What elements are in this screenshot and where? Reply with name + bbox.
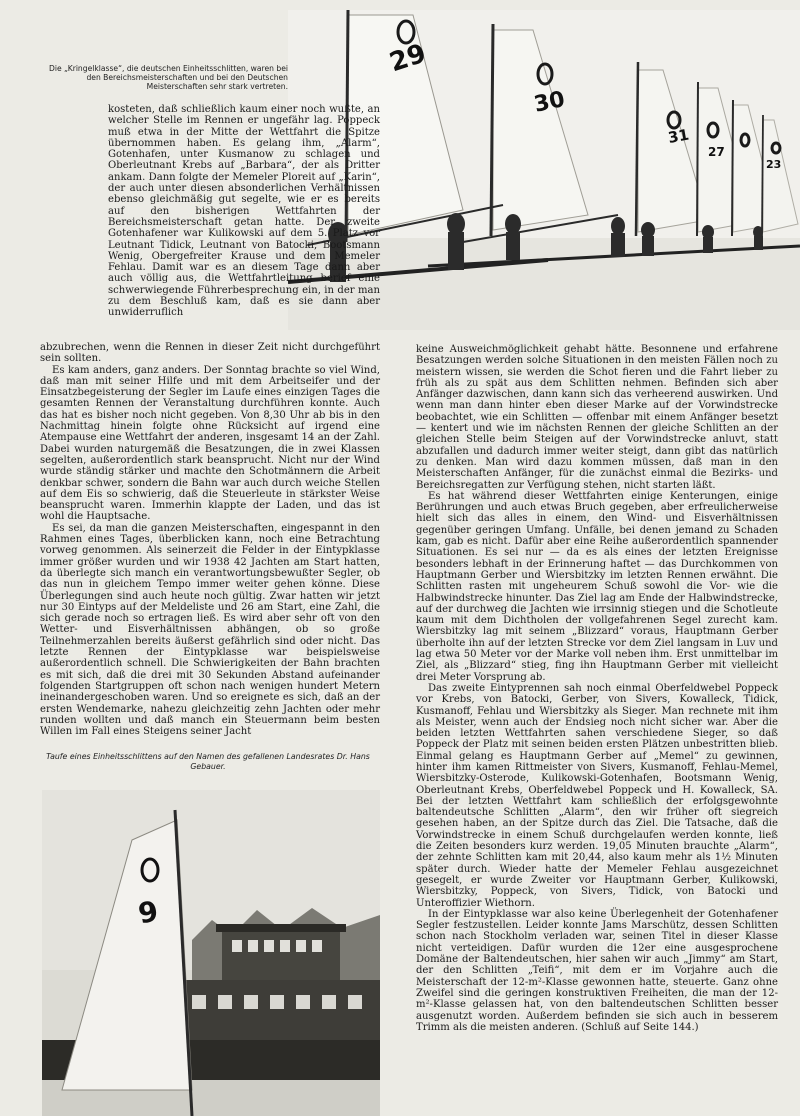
sail-number-23: 23: [766, 158, 782, 171]
sail-number-27: 27: [708, 145, 725, 159]
column-1-upper: [108, 104, 380, 319]
paragraph: kosteten, daß schließlich kaum einer noch wußte, an welcher Stelle im Rennen er ungefähr lag. Poppeck muß etwa in der Mitte der Wettfahrt die Spitze übernommen haben. Es gelang ihm, „Alarm“, Gotenhafen, unter Kusmanow zu schlagen und Oberleutnant Krebs auf „Barbara“, der als Dritter ankam. Dann folgte der Memeler Ploreit auf „Karin“, der auch unter diesen absonderlichen Verhältnissen ebenso gleichmäßig gut segelte, wie er es bereits auf den bisherigen Wettfahrten der Bereichsmeisterschaft getan hatte. Der zweite Gotenhafener war Kulikowski auf dem 5. Platz vor Leutnant Tidick, Leutnant von Batocki, Bootsmann Wenig, Obergefreiter Krause und dem Memeler Fehlau. Damit war es an diesem Tage dann aber auch völlig aus, die Wettfahrtleitung berief eine schwerwiegende Führerbesprechung ein, in der man zu dem Beschluß kam, daß es sie dann aber unwiderruflich: [108, 104, 380, 319]
paragraph: keine Ausweichmöglichkeit gehabt hätte. Besonnene und erfahrene Besatzungen werden solche Situationen in den meisten Fällen noch zu meistern wissen, sie werden die Schot fieren und die Fahrt lieber zu früh als zu spät aus dem Schlitten nehmen. Befinden sich aber Anfänger dazwischen, dann kann sich das verheerend auswirken. Und wenn man dann hinter eben dieser Marke auf der Vorwindstrecke beobachtet, wie ein Schlitten — offenbar mit einem Anfänger besetzt — kentert und wie im nächsten Rennen der gleiche Schlitten an der gleichen Stelle beim Steigen auf der Vorwindstrecke anluvt, statt abzufallen und dadurch immer weiter steigt, dann gibt das natürlich zu denken. Man wird dazu kommen müssen, daß man in den Meisterschaften Anfänger, für die zunächst einmal die Bezirks- und Bereichsregatten zur Verfügung stehen, nicht starten läßt.: [416, 344, 778, 491]
photo-caption-bottom: Taufe eines Einheitsschlittens auf den Namen des gefallenen Landesrates Dr. Hans Gebauer.: [46, 752, 370, 772]
christening-photo: [42, 790, 380, 1116]
paragraph: abzubrechen, wenn die Rennen in dieser Zeit nicht durchgeführt sein sollten.: [40, 342, 380, 365]
paragraph: Es kam anders, ganz anders. Der Sonntag brachte so viel Wind, daß man mit seiner Hilfe und mit dem Arbeitseifer und der Einsatzbegeisterung der Segler im Laufe eines einzigen Tages die gesamten Rennen der Veranstaltung durchführen konnte. Auch das hat es bisher noch nicht gegeben. Von 8,30 Uhr ab bis in den Nachmittag hinein folgte ohne Rücksicht auf irgend eine Atempause eine Wettfahrt der anderen, insgesamt 14 an der Zahl. Dabei wurden naturgemäß die Besatzungen, die in zwei Klassen segelten, außerordentlich stark beansprucht. Nicht nur der Wind wurde ständig stärker und machte den Schotmännern die Arbeit denkbar schwer, sondern die Bahn war auch durch weiche Stellen auf dem Eis so schwierig, daß die Steuerleute in stärkster Weise beansprucht waren. Immerhin klappte der Laden, und das ist wohl die Hauptsache.: [40, 364, 380, 523]
paragraph: Das zweite Eintyprennen sah noch einmal Oberfeldwebel Poppeck vor Krebs, von Batocki, Gerber, von Sivers, Kowalleck, Tidick, Kusmanoff, Fehlau und Wiersbitzky als Sieger. Man rechnete mit ihm als Meister, wenn auch der Endsieg noch nicht sicher war. Aber die beiden letzten Wettfahrten sahen verschiedene Sieger, so daß Poppeck der Platz mit seinen beiden ersten Plätzen unbestritten blieb. Einmal gelang es Hauptmann Gerber auf „Memel“ zu gewinnen, hinter ihm kamen Rittmeister von Sivers, Kusmanoff, Fehlau-Memel, Wiersbitzky-Osterode, Kulikowski-Gotenhafen, Bootsmann Wenig, Oberleutnant Krebs, Oberfeldwebel Poppeck und H. Kowalleck, SA. Bei der letzten Wettfahrt kam schließlich der erfolgsgewohnte baltendeutsche Schlitten „Alarm“, den wir früher oft siegreich gesehen haben, an der Spitze durch das Ziel. Die Tatsache, daß die Vorwindstrecke in einem Schuß durchgelaufen werden konnte, ließ die Zeiten besonders kurz werden. 19,05 Minuten brauchte „Alarm“, der zehnte Schlitten kam mit 20,44, also kaum mehr als 1½ Minuten später durch. Wieder hatte der Memeler Fehlau ausgezeichnet gesegelt, er wurde Zweiter vor Hauptmann Gerber, Kulikowski, Wiersbitzky, Poppeck, von Sivers, Tidick, von Batocki und Unteroffizier Wiethorn.: [416, 682, 778, 909]
sail-number-9: 9: [135, 894, 161, 931]
column-1-lower: [40, 342, 380, 737]
paragraph: In der Eintypklasse war also keine Überlegenheit der Gotenhafener Segler festzustellen. Leider konnte Jams Marschütz, dessen Schlitten schon nach Stockholm verladen war, seinen Titel in dieser Klasse nicht verteidigen. Dafür wurden die 12er eine ausgesprochene Domäne der Baltendeutschen, hier sahen wir auch „Jimmy“ am Start, der den Schlitten „Teifi“, mit dem er im Vorjahre auch die Meisterschaft der 12-m²-Klasse gewonnen hatte, steuerte. Ganz ohne Zweifel sind die geringen konstruktiven Freiheiten, die man der 12-m²-Klasse gelassen hat, von den baltendeutschen Schlitten besser ausgenutzt worden. Außerdem befinden sie sich auch in besserem Trimm als die meisten anderen. (Schluß auf Seite 144.): [416, 908, 778, 1033]
sail-number-30: 30: [531, 86, 568, 118]
column-2: [416, 344, 778, 1033]
paragraph: Es sei, da man die ganzen Meisterschaften, eingespannt in den Rahmen eines Tages, überblicken kann, noch eine Betrachtung vorweg genommen. Als seinerzeit die Felder in der Eintypklasse immer größer wurden und wir 1938 42 Jachten am Start hatten, da überlegte sich manch ein verantwortungsbewußter Segler, ob das nun in gleichem Tempo immer weiter gehen könne. Diese Überlegungen sind auch heute noch gültig. Zwar hatten wir jetzt nur 30 Eintyps auf der Meldeliste und 26 am Start, eine Zahl, die sich gerade noch so ertragen ließ. Es wird aber sehr oft von den Wetter- und Eisverhältnissen abhängen, ob so große Teilnehmerzahlen bereits äußerst gefährlich sind oder nicht. Das letzte Rennen der Eintypklasse war beispielsweise außerordentlich schnell. Die Schwierigkeiten der Bahn brachten es mit sich, daß die drei mit 30 Sekunden Abstand aufeinander folgenden Startgruppen oft schon nach wenigen hundert Metern ineinandergeschoben waren. Und so ereignete es sich, daß an der ersten Wendemarke, nahezu gleichzeitig zehn Jachten oder mehr runden wollten und daß manch ein Steuermann beim besten Willen im Fall eines Steigens seiner Jacht: [40, 522, 380, 738]
photo-caption-top: Die „Kringelklasse“, die deutschen Einheitsschlitten, waren bei den Bereichsmeisterschaften und bei den Deutschen Meisterschaften sehr stark vertreten.: [49, 64, 288, 92]
sail-number-31: 31: [666, 125, 691, 147]
sail-number-29: 29: [386, 38, 430, 79]
paragraph: Es hat während dieser Wettfahrten einige Kenterungen, einige Berührungen und auch etwas Bruch gegeben, aber erfreulicherweise hielt sich das alles in einem, den Wind- und Eisverhältnissen gegenüber geringen Umfang. Unfälle, bei denen jemand zu Schaden kam, gab es nicht. Dafür aber eine Reihe außerordentlich spannender Situationen. Es sei nur — da es als eines der letzten Ereignisse besonders lebhaft in der Erinnerung haftet — das Durchkommen von Hauptmann Gerber und Wiersbitzky im letzten Rennen erwähnt. Die Schlitten rasten mit ungeheurem Schuß sowohl die Vor- wie die Halbwindstrecke hinunter. Das Ziel lag am Ende der Halbwindstrecke, auf der durchweg die Jachten wie irrsinnig stiegen und die Schotleute kaum mit dem Dichtholen der vollgefahrenen Segel zurecht kam. Wiersbitzky lag mit seinem „Blizzard“ voraus, Hauptmann Gerber überholte ihn auf der letzten Strecke vor dem Ziel langsam in Luv und lag etwa 50 Meter vor der Marke voll neben ihm. Erst unmittelbar im Ziel, als „Blizzard“ stieg, fing ihn Hauptmann Gerber mit vielleicht drei Meter Vorsprung ab.: [416, 490, 778, 683]
